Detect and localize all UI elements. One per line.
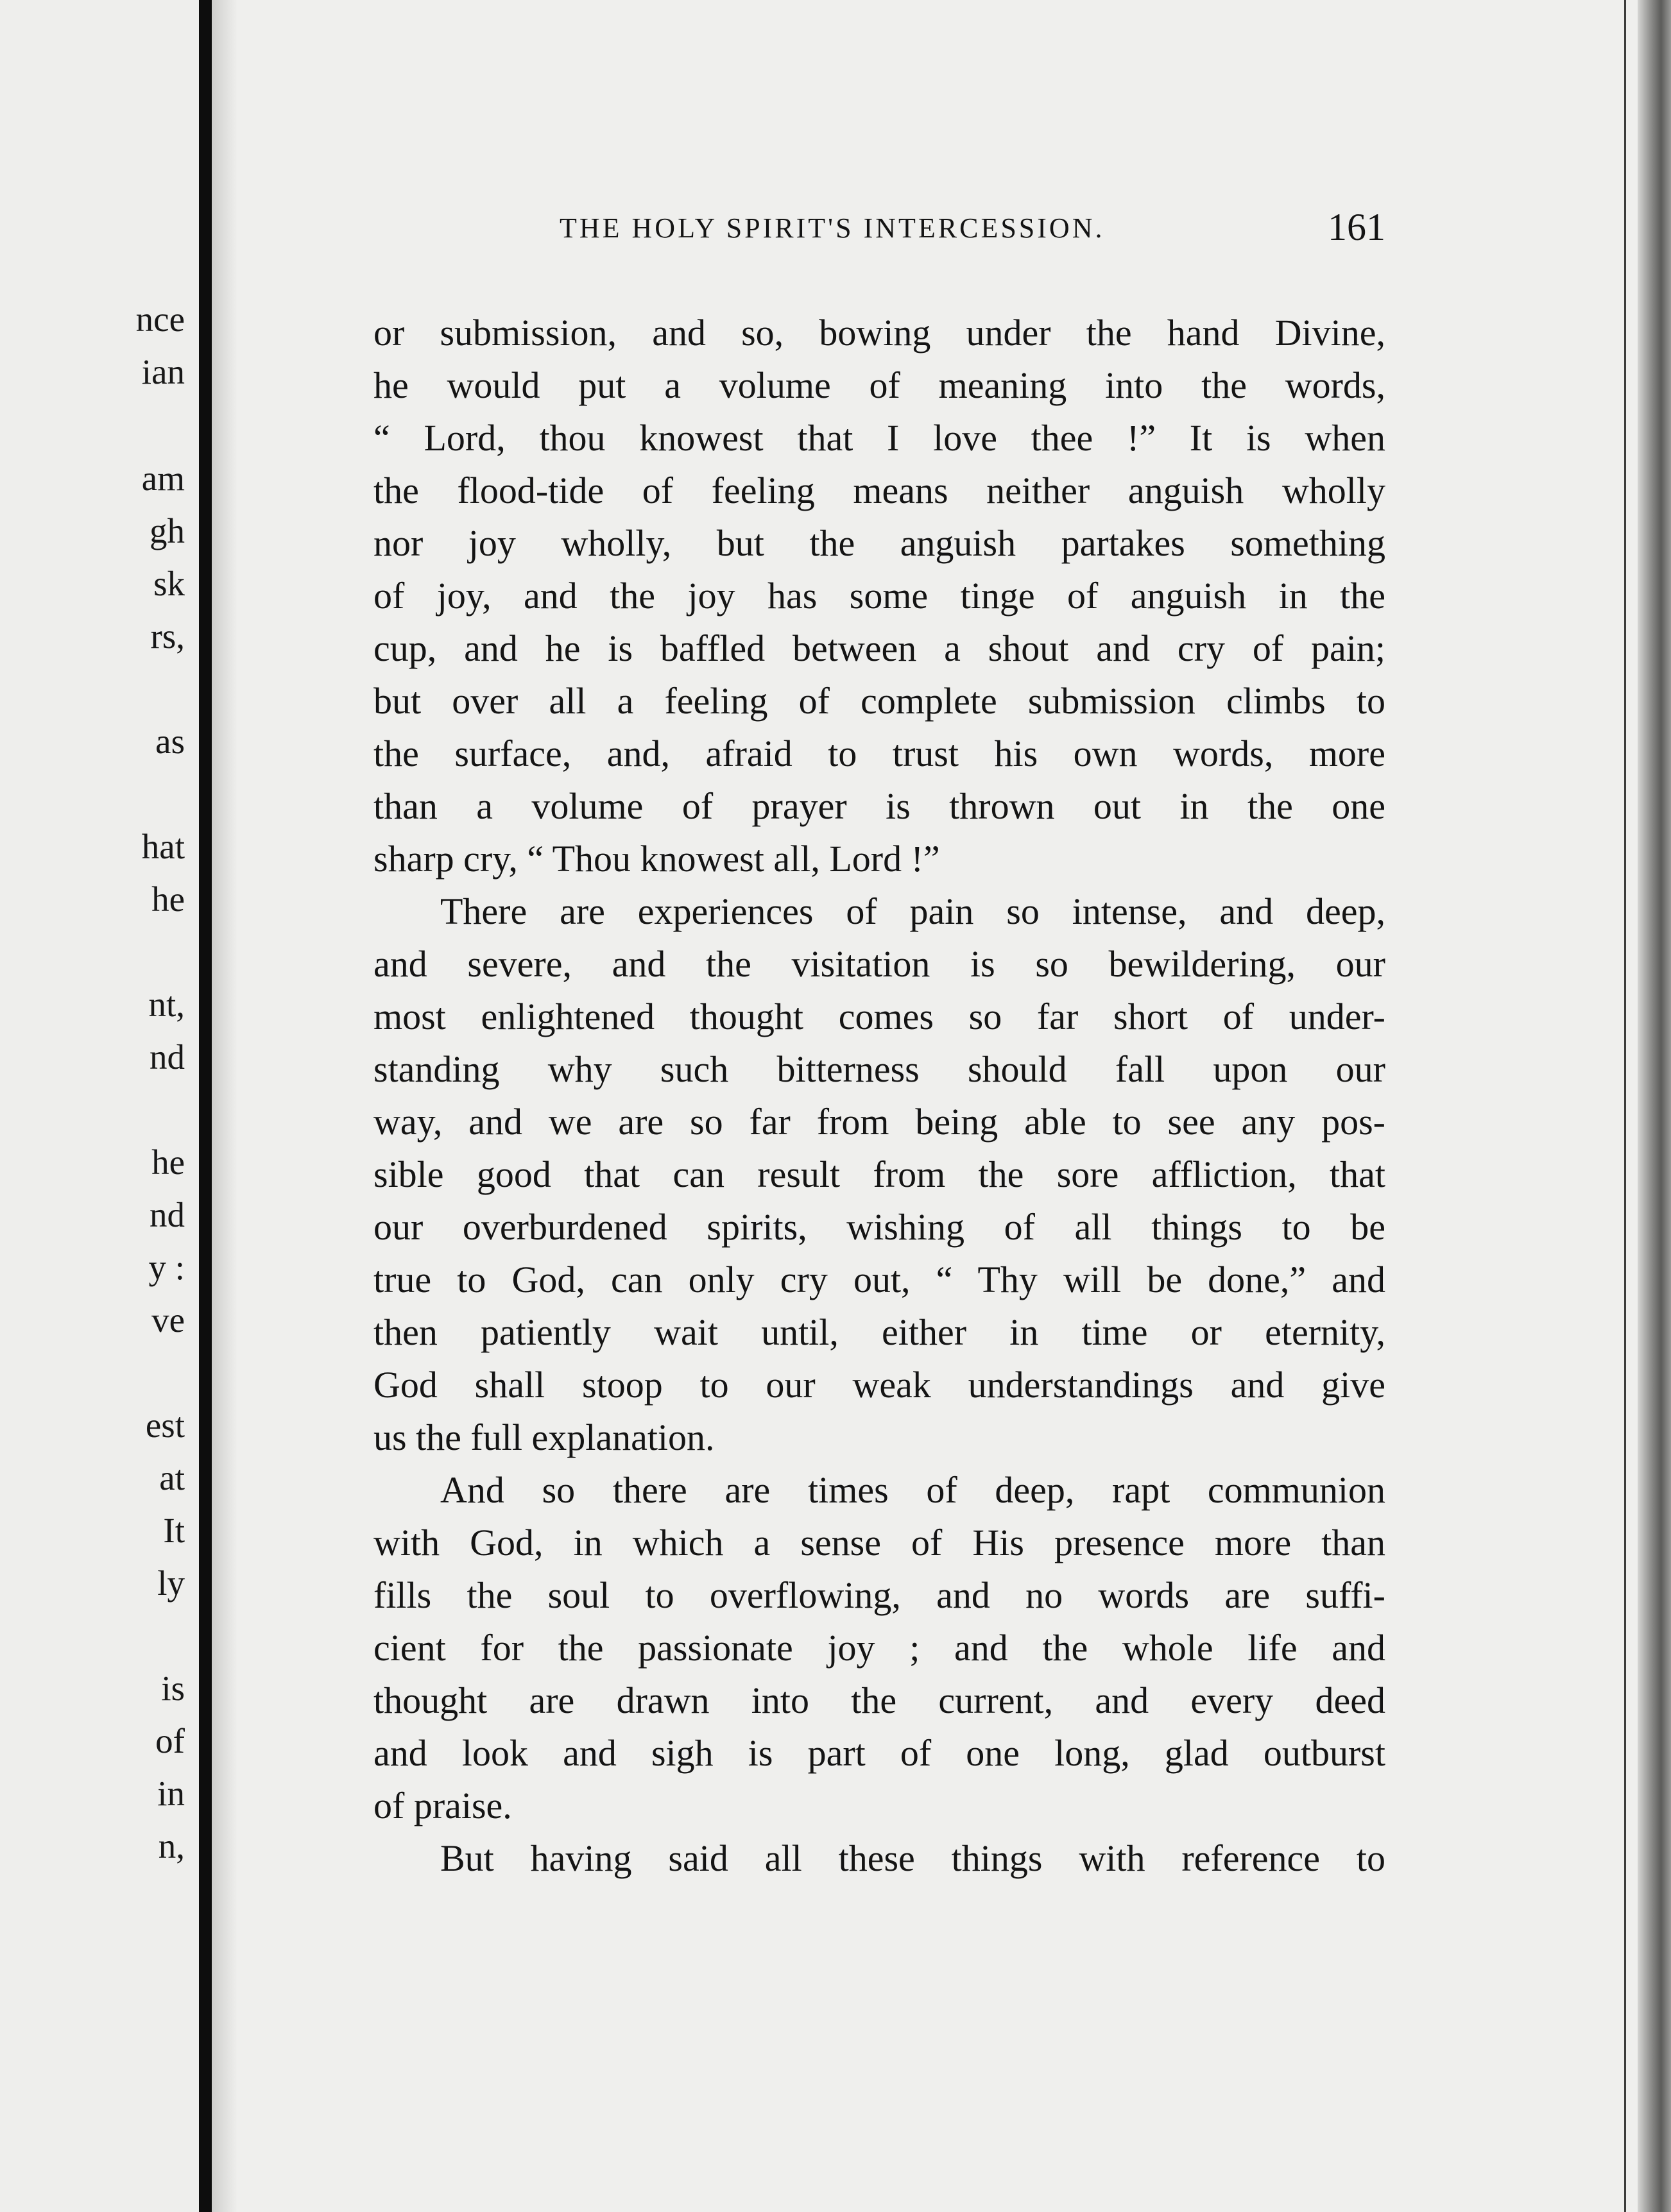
text-line: and look and sigh is part of one long, glad outburst <box>373 1732 1385 1774</box>
text-line: true to God, can only cry out, “ Thy will be done,” and <box>373 1259 1385 1300</box>
text-line: he would put a volume of meaning into the words, <box>373 364 1385 406</box>
gutter-shadow <box>212 0 237 2212</box>
page-block-edge <box>1638 0 1671 2212</box>
facing-page-fragment: nd <box>150 1037 185 1076</box>
text-line: and severe, and the visitation is so bewildering, our <box>373 943 1385 985</box>
facing-page-fragment: n, <box>158 1826 185 1866</box>
text-line: “ Lord, thou knowest that I love thee !” It is when <box>373 417 1385 459</box>
text-line: thought are drawn into the current, and every deed <box>373 1680 1385 1721</box>
facing-page-fragment: of <box>155 1721 185 1760</box>
text-line: cup, and he is baffled between a shout and cry of pain; <box>373 627 1385 669</box>
text-line: of praise. <box>373 1785 512 1826</box>
facing-page-fragment: in <box>157 1774 185 1813</box>
text-line: But having said all these things with reference to <box>440 1837 1385 1879</box>
facing-page-fragment: nd <box>150 1195 185 1234</box>
facing-page-fragment: gh <box>150 511 185 550</box>
facing-page-fragment: as <box>155 722 185 761</box>
text-line: then patiently wait until, either in time or eternity, <box>373 1311 1385 1353</box>
page-edge-line <box>1624 0 1626 2212</box>
book-gutter <box>199 0 212 2212</box>
text-line: the surface, and, afraid to trust his own words, more <box>373 733 1385 774</box>
facing-page-fragment: sk <box>153 564 185 603</box>
text-line: with God, in which a sense of His presence more than <box>373 1522 1385 1563</box>
text-line: of joy, and the joy has some tinge of anguish in the <box>373 575 1385 617</box>
facing-page-fragment: y : <box>148 1248 185 1287</box>
text-line: cient for the passionate joy ; and the whole life and <box>373 1627 1385 1669</box>
text-line: the flood-tide of feeling means neither anguish wholly <box>373 470 1385 511</box>
facing-page-fragment: ly <box>157 1563 185 1603</box>
text-line: sharp cry, “ Thou knowest all, Lord !” <box>373 838 940 880</box>
page-number: 161 <box>1328 206 1385 248</box>
text-line: way, and we are so far from being able to see any pos- <box>373 1101 1385 1143</box>
text-line: us the full explanation. <box>373 1417 715 1458</box>
facing-page-edge <box>0 0 199 2212</box>
facing-page-fragment: he <box>151 880 185 919</box>
text-line: fills the soul to overflowing, and no words are suffi- <box>373 1574 1385 1616</box>
facing-page-fragment: nt, <box>148 985 185 1024</box>
text-line: nor joy wholly, but the anguish partakes something <box>373 522 1385 564</box>
page-header <box>373 206 1385 248</box>
facing-page-fragment: It <box>163 1511 185 1550</box>
facing-page-fragment: hat <box>141 827 185 866</box>
facing-page-fragment: rs, <box>150 617 185 656</box>
facing-page-fragment: ian <box>141 352 185 391</box>
text-line: or submission, and so, bowing under the hand Divine, <box>373 312 1385 353</box>
text-line: but over all a feeling of complete submission climbs to <box>373 680 1385 722</box>
running-head: THE HOLY SPIRIT'S INTERCESSION. <box>560 212 1105 244</box>
facing-page-fragment: nce <box>135 300 185 339</box>
facing-page-fragment: is <box>161 1669 185 1708</box>
facing-page-fragment: est <box>145 1406 185 1445</box>
text-line: God shall stoop to our weak understandings and give <box>373 1364 1385 1406</box>
text-line: standing why such bitterness should fall upon our <box>373 1048 1385 1090</box>
text-line: than a volume of prayer is thrown out in the one <box>373 785 1385 827</box>
text-line: most enlightened thought comes so far short of under- <box>373 996 1385 1037</box>
text-line: There are experiences of pain so intense, and deep, <box>440 890 1385 932</box>
facing-page-fragment: he <box>151 1143 185 1182</box>
text-line: sible good that can result from the sore affliction, that <box>373 1153 1385 1195</box>
text-line: And so there are times of deep, rapt communion <box>440 1469 1385 1511</box>
facing-page-fragment: ve <box>151 1300 185 1340</box>
facing-page-fragment: am <box>141 459 185 498</box>
facing-page-fragment: at <box>159 1458 185 1497</box>
text-line: our overburdened spirits, wishing of all things to be <box>373 1206 1385 1248</box>
